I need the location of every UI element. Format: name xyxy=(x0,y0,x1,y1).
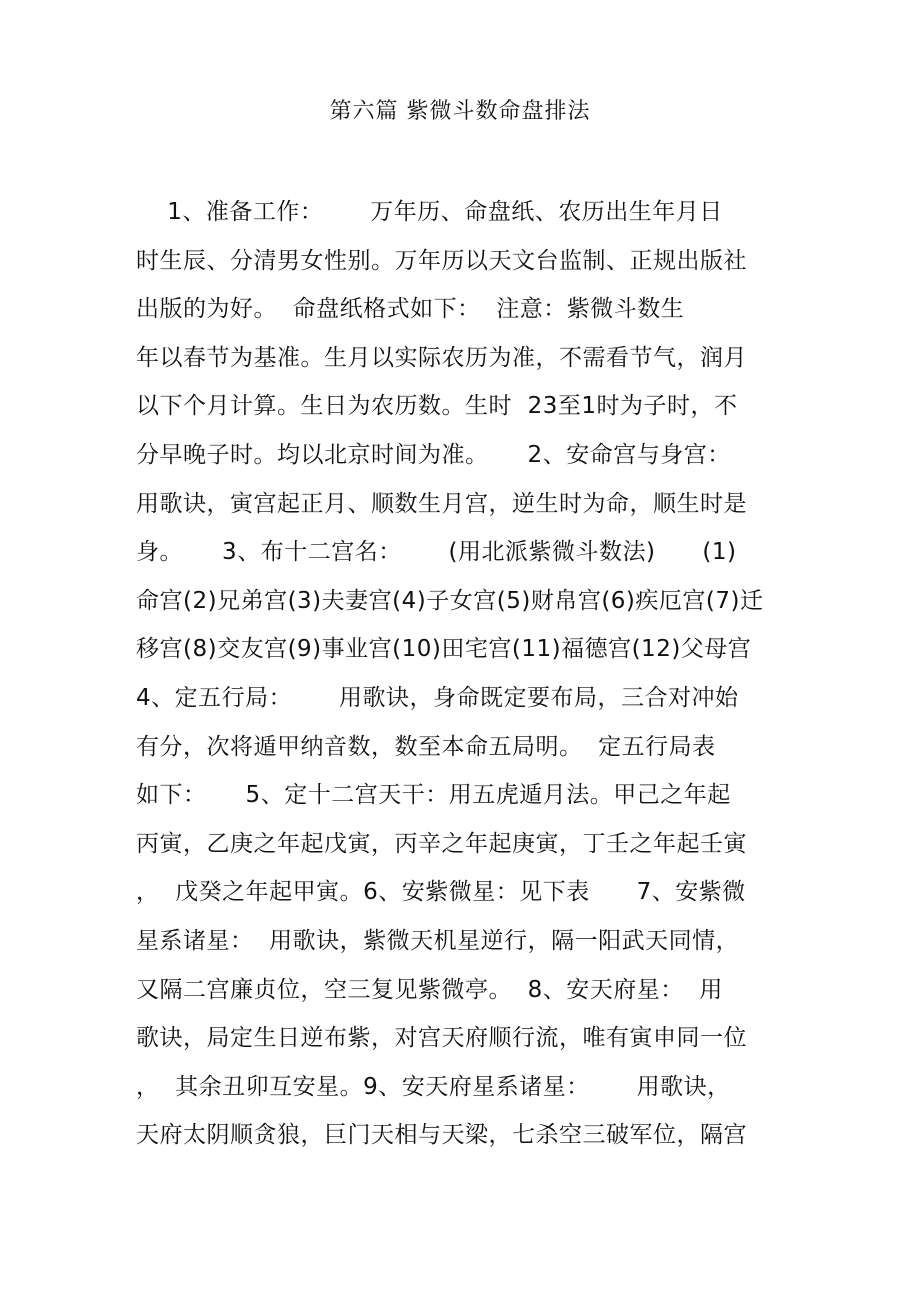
body-line: 以下个月计算。生日为农历数。生时 23至1时为子时，不 xyxy=(136,393,738,420)
document-body xyxy=(136,188,796,1160)
body-line: 用歌诀，寅宫起正月、顺数生月宫，逆生时为命，顺生时是 xyxy=(136,490,747,517)
body-line: 1、准备工作： 万年历、命盘纸、农历出生年月日 xyxy=(136,199,723,225)
body-line: 出版的为好。 命盘纸格式如下： 注意：紫微斗数生 xyxy=(136,296,685,323)
body-line: 有分，次将遁甲纳音数，数至本命五局明。 定五行局表 xyxy=(136,733,716,760)
body-line: 又隔二宫廉贞位，空三复见紫微亭。 8、安天府星： 用 xyxy=(136,976,723,1003)
body-line: 身。 3、布十二宫名： (用北派紫微斗数法) (1) xyxy=(136,539,737,566)
body-line: 命宫(2)兄弟宫(3)夫妻宫(4)子女宫(5)财帛宫(6)疾厄宫(7)迁 xyxy=(136,587,764,614)
document-title: 第六篇 紫微斗数命盘排法 xyxy=(329,99,591,124)
body-line: 年以春节为基准。生月以实际农历为准，不需看节气，润月 xyxy=(136,344,747,371)
body-line: 移宫(8)交友宫(9)事业宫(10)田宅宫(11)福德宫(12)父母宫 xyxy=(136,636,752,663)
body-line: ， 戊癸之年起甲寅。6、安紫微星：见下表 7、安紫微 xyxy=(136,879,746,906)
body-line: 歌诀，局定生日逆布紫，对宫天府顺行流，唯有寅申同一位 xyxy=(136,1025,747,1052)
body-line: 如下： 5、定十二宫天干：用五虎遁月法。甲己之年起 xyxy=(136,782,731,809)
body-line: 星系诸星： 用歌诀，紫微天机星逆行，隔一阳武天同情， xyxy=(136,927,740,954)
body-line: ， 其余丑卯互安星。9、安天府星系诸星： 用歌诀， xyxy=(136,1073,731,1100)
body-line: 丙寅，乙庚之年起戊寅，丙辛之年起庚寅，丁壬之年起壬寅 xyxy=(136,830,747,857)
body-line: 分早晚子时。均以北京时间为准。 2、安命宫与身宫： xyxy=(136,441,731,468)
body-line: 时生辰、分清男女性别。万年历以天文台监制、正规出版社 xyxy=(136,247,747,274)
body-line: 4、定五行局： 用歌诀，身命既定要布局，三合对冲始 xyxy=(136,684,739,711)
body-line: 天府太阴顺贪狼，巨门天相与天梁，七杀空三破军位，隔宫 xyxy=(136,1122,747,1149)
